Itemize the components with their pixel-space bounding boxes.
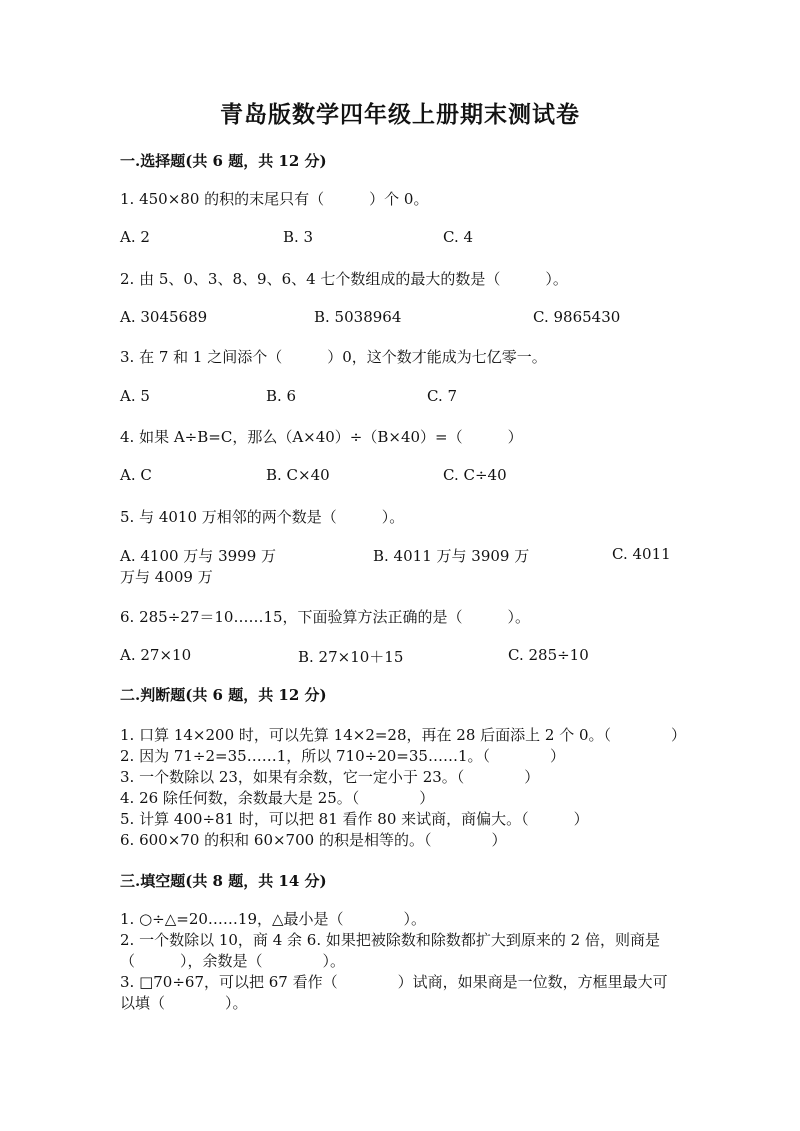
option-c: C. 285÷10 — [508, 646, 589, 664]
option-a: A. 2 — [120, 228, 150, 246]
judgment-item: 6. 600×70 的积和 60×700 的积是相等的。（ ） — [120, 831, 507, 849]
fill-in-item: 2. 一个数除以 10，商 4 余 6. 如果把被除数和除数都扩大到原来的 2 倍，则商是 — [120, 931, 660, 949]
option-b: B. 5038964 — [314, 308, 402, 326]
fill-in-item: 1. ○÷△=20……19，△最小是（ ）。 — [120, 910, 427, 928]
question-text: 5. 与 4010 万相邻的两个数是（ ）。 — [120, 508, 405, 526]
option-c: C. 7 — [427, 387, 458, 405]
question-text: 1. 450×80 的积的末尾只有（ ）个 0。 — [120, 190, 429, 208]
option-a: A. 3045689 — [120, 308, 208, 326]
judgment-item: 3. 一个数除以 23，如果有余数，它一定小于 23。（ ） — [120, 768, 540, 786]
question-text: 4. 如果 A÷B=C，那么（A×40）÷（B×40）=（ ） — [120, 428, 523, 446]
option-c: C. 4011 — [612, 545, 671, 563]
page-title: 青岛版数学四年级上册期末测试卷 — [220, 101, 580, 128]
judgment-item: 1. 口算 14×200 时，可以先算 14×2=28，再在 28 后面添上 2 个 0。（ ） — [120, 726, 687, 744]
option-b: B. 6 — [266, 387, 297, 405]
question-text: 3. 在 7 和 1 之间添个（ ）0，这个数才能成为七亿零一。 — [120, 348, 547, 366]
option-a: A. 27×10 — [120, 646, 192, 664]
option-b: B. C×40 — [266, 466, 330, 484]
option-b: B. 3 — [283, 228, 314, 246]
question-text: 2. 由 5、0、3、8、9、6、4 七个数组成的最大的数是（ ）。 — [120, 270, 568, 288]
fill-in-item: 3. □70÷67，可以把 67 看作（ ）试商，如果商是一位数，方框里最大可 — [120, 973, 668, 991]
option-c: C. 4 — [443, 228, 474, 246]
section-heading-judgment: 二.判断题(共 6 题，共 12 分) — [120, 686, 327, 704]
option-c: C. C÷40 — [443, 466, 507, 484]
option-a: A. C — [120, 466, 152, 484]
question-text: 6. 285÷27＝10……15，下面验算方法正确的是（ ）。 — [120, 608, 531, 626]
option-a: A. 4100 万与 3999 万 — [120, 547, 277, 565]
section-heading-choice: 一.选择题(共 6 题，共 12 分) — [120, 152, 327, 170]
option-b: B. 4011 万与 3909 万 — [373, 547, 530, 565]
section-heading-fill-in: 三.填空题(共 8 题，共 14 分) — [120, 872, 327, 890]
fill-in-item-continued: （ ），余数是（ ）。 — [120, 952, 346, 970]
judgment-item: 5. 计算 400÷81 时，可以把 81 看作 80 来试商，商偏大。（ ） — [120, 810, 589, 828]
fill-in-item-continued: 以填（ ）。 — [120, 994, 248, 1012]
option-b: B. 27×10＋15 — [298, 648, 404, 666]
judgment-item: 4. 26 除任何数，余数最大是 25。（ ） — [120, 789, 435, 807]
option-c: C. 9865430 — [533, 308, 621, 326]
option-c-continued: 万与 4009 万 — [120, 568, 213, 586]
option-a: A. 5 — [120, 387, 150, 405]
judgment-item: 2. 因为 71÷2=35……1，所以 710÷20=35……1。（ ） — [120, 747, 565, 765]
